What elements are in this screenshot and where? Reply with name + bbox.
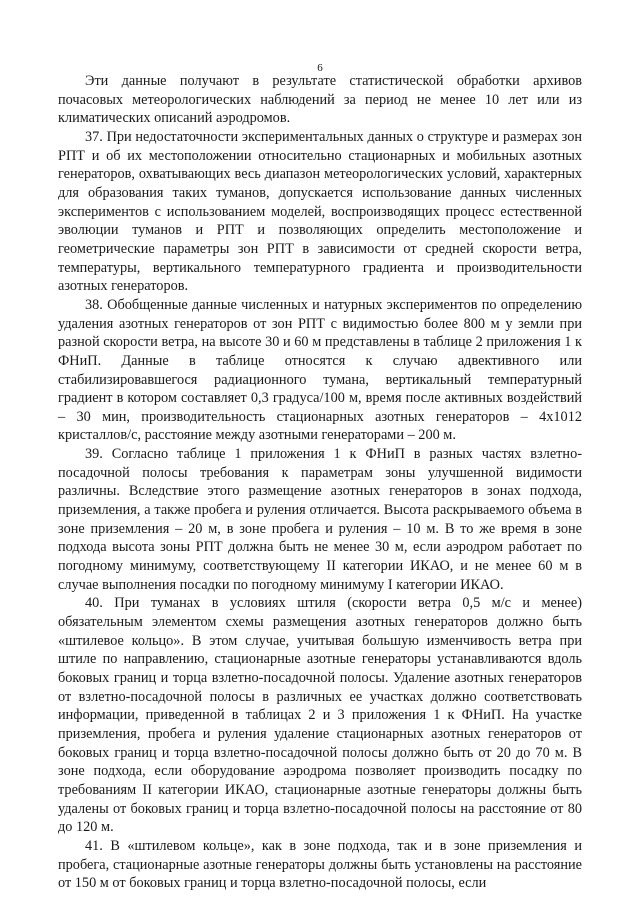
document-body bbox=[58, 72, 582, 893]
paragraph-37: 37. При недостаточности экспериментальных данных о структуре и размерах зон РПТ и об их местоположении относительно стационарных и мобильных азотных генераторов, охватывающих весь диапазон метеорологических условий, характерных для образования таких туманов, допускается использование данных численных экспериментов с использованием моделей, воспроизводящих процесс естественной эволюции туманов и РПТ и позволяющих определить местоположение и геометрические параметры зон РПТ в зависимости от средней скорости ветра, температуры, вертикального температурного градиента и производительности азотных генераторов. bbox=[58, 128, 582, 295]
page-number: 6 bbox=[317, 62, 323, 74]
paragraph-41: 41. В «штилевом кольце», как в зоне подхода, так и в зоне приземления и пробега, стационарные азотные генераторы должны быть установлены на расстояние от 150 м от боковых границ и торца взлетно-посадочной полосы, если bbox=[58, 837, 582, 892]
paragraph-continuation: Эти данные получают в результате статистической обработки архивов почасовых метеорологических наблюдений за период не менее 10 лет или из климатических описаний аэродромов. bbox=[58, 73, 582, 127]
paragraph-39: 39. Согласно таблице 1 приложения 1 к ФНиП в разных частях взлетно-посадочной полосы требования к параметрам зоны улучшенной видимости различны. Вследствие этого размещение азотных генераторов в зонах подхода, приземления, а также пробега и руления отличается. Высота раскрываемого объема в зоне приземления – 20 м, в зоне пробега и руления – 10 м. В то же время в зоне подхода высота зоны РПТ должна быть не менее 30 м, если аэродром работает по погодному минимуму, соответствующему II категории ИКАО, и не менее 60 м в случае выполнения посадки по погодному минимуму I категории ИКАО. bbox=[58, 446, 582, 593]
paragraph-40: 40. При туманах в условиях штиля (скорости ветра 0,5 м/с и менее) обязательным элементом схемы размещения азотных генераторов должно быть «штилевое кольцо». В этом случае, учитывая большую изменчивость ветра при штиле по направлению, стационарные азотные генераторы устанавливаются вдоль боковых границ и торца взлетно-посадочной полосы. Удаление азотных генераторов от взлетно-посадочной полосы в различных ее участках должно соответствовать информации, приведенной в таблицах 2 и 3 приложения 1 к ФНиП. На участке приземления, пробега и руления удаление стационарных азотных генераторов от боковых границ и торца взлетно-посадочной полосы должно быть от 20 до 70 м. В зоне подхода, если оборудование аэродрома позволяет производить посадку по требованиям II категории ИКАО, стационарные азотные генераторы должны быть удалены от боковых границ и торца взлетно-посадочной полосы на расстояние от 80 до 120 м. bbox=[58, 595, 582, 836]
paragraph-38: 38. Обобщенные данные численных и натурных экспериментов по определению удаления азотных генераторов от зон РПТ с видимостью более 800 м у земли при разной скорости ветра, на высоте 30 и 60 м представлены в таблице 2 приложения 1 к ФНиП. Данные в таблице относятся к случаю адвективного или стабилизировавшегося радиационного тумана, вертикальный температурный градиент в котором составляет 0,3 градуса/100 м, время после активных воздействий – 30 мин, производительность стационарных азотных генераторов – 4х1012 кристаллов/с, расстояние между азотными генераторами – 200 м. bbox=[58, 296, 582, 444]
